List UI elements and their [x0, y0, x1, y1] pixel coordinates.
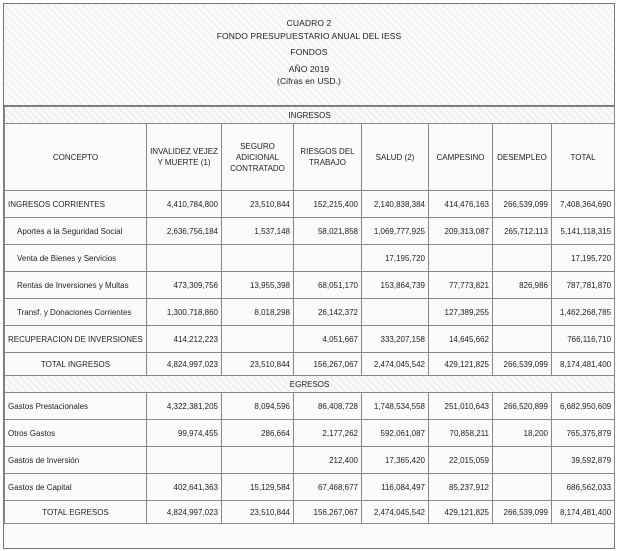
cell-campesino: 77,773,821: [429, 272, 493, 299]
row-concepto: Transf. y Donaciones Corrientes: [5, 299, 147, 326]
col-campesino: CAMPESINO: [429, 124, 493, 191]
row-concepto: RECUPERACION DE INVERSIONES: [5, 326, 147, 353]
cell-riesgos: 212,400: [294, 447, 362, 474]
cell-total: 39,592,879: [552, 447, 615, 474]
cell-salud: 592,061,087: [362, 420, 429, 447]
cell-desempleo: 826,986: [493, 272, 552, 299]
row-concepto: Aportes a la Seguridad Social: [5, 218, 147, 245]
year-label: AÑO 2019: [288, 63, 330, 74]
cell-campesino: 209,313,087: [429, 218, 493, 245]
table-row: [5, 420, 615, 447]
cell-campesino: 14,645,662: [429, 326, 493, 353]
cell-ivm: 1,300,718,860: [147, 299, 222, 326]
units-label: (Cifras en USD.): [277, 76, 341, 86]
cell-seguro: 8,094,596: [222, 393, 294, 420]
cell-ivm: 99,974,455: [147, 420, 222, 447]
col-desempleo: DESEMPLEO: [493, 124, 552, 191]
cell-riesgos: 4,051,667: [294, 326, 362, 353]
cell-total: 7,408,364,690: [552, 191, 615, 218]
table-title: FONDO PRESUPUESTARIO ANUAL DEL IESS: [216, 30, 402, 41]
section-ingresos: [5, 107, 615, 124]
col-concepto: CONCEPTO: [5, 124, 147, 191]
cell-salud: [362, 299, 429, 326]
cell-total: 787,781,870: [552, 272, 615, 299]
cell-seguro: [222, 245, 294, 272]
cell-desempleo: 265,712,113: [493, 218, 552, 245]
cell-seguro: 23,510,844: [222, 353, 294, 376]
cell-campesino: 414,476,163: [429, 191, 493, 218]
cell-total: 8,174,481,400: [552, 501, 615, 524]
cell-total: 17,195,720: [552, 245, 615, 272]
table-row: [5, 299, 615, 326]
cell-ivm: 402,641,363: [147, 474, 222, 501]
cell-campesino: 429,121,825: [429, 353, 493, 376]
budget-table-document: [3, 3, 615, 549]
cell-desempleo: [493, 245, 552, 272]
col-seguro: SEGURO ADICIONAL CONTRATADO: [222, 124, 294, 191]
cell-riesgos: 86,408,728: [294, 393, 362, 420]
table-row: [5, 272, 615, 299]
budget-table: [4, 106, 615, 524]
cell-salud: 2,140,838,384: [362, 191, 429, 218]
cell-seguro: 286,664: [222, 420, 294, 447]
cell-seguro: 1,537,148: [222, 218, 294, 245]
table-row: [5, 447, 615, 474]
cell-riesgos: 152,215,400: [294, 191, 362, 218]
cell-riesgos: 58,021,858: [294, 218, 362, 245]
cell-riesgos: 67,468,677: [294, 474, 362, 501]
table-row: [5, 393, 615, 420]
col-ivm: INVALIDEZ VEJEZ Y MUERTE (1): [147, 124, 222, 191]
col-total: TOTAL: [552, 124, 615, 191]
cell-salud: 2,474,045,542: [362, 353, 429, 376]
cell-total: 5,141,118,315: [552, 218, 615, 245]
cell-campesino: [429, 245, 493, 272]
cell-total: 6,682,950,609: [552, 393, 615, 420]
cell-seguro: 13,955,398: [222, 272, 294, 299]
cell-desempleo: 266,520,899: [493, 393, 552, 420]
table-row: [5, 245, 615, 272]
table-row: [5, 191, 615, 218]
cell-seguro: 15,129,584: [222, 474, 294, 501]
cell-campesino: 251,010,643: [429, 393, 493, 420]
cell-ivm: [147, 447, 222, 474]
cell-desempleo: 266,539,099: [493, 191, 552, 218]
section-ingresos-label: INGRESOS: [5, 107, 615, 124]
cell-desempleo: [493, 447, 552, 474]
cell-seguro: 23,510,844: [222, 191, 294, 218]
table-row: [5, 474, 615, 501]
cell-ivm: [147, 245, 222, 272]
row-concepto: INGRESOS CORRIENTES: [5, 191, 147, 218]
cell-salud: 333,207,158: [362, 326, 429, 353]
cell-riesgos: 68,051,170: [294, 272, 362, 299]
cell-salud: 1,748,534,558: [362, 393, 429, 420]
cell-total: 766,116,710: [552, 326, 615, 353]
cell-ivm: 2,636,756,184: [147, 218, 222, 245]
cell-salud: 1,069,777,925: [362, 218, 429, 245]
cell-desempleo: 18,200: [493, 420, 552, 447]
cell-riesgos: 2,177,262: [294, 420, 362, 447]
cell-campesino: 22,015,059: [429, 447, 493, 474]
row-concepto: Gastos de Capital: [5, 474, 147, 501]
cell-salud: 17,195,720: [362, 245, 429, 272]
row-concepto: TOTAL EGRESOS: [5, 501, 147, 524]
cell-campesino: 127,389,255: [429, 299, 493, 326]
cell-total: 686,562,033: [552, 474, 615, 501]
table-number: CUADRO 2: [286, 18, 332, 28]
total-egresos-row: [5, 501, 615, 524]
cell-salud: 2,474,045,542: [362, 501, 429, 524]
cell-ivm: 414,212,223: [147, 326, 222, 353]
row-concepto: Gastos de Inversión: [5, 447, 147, 474]
cell-ivm: 4,824,997,023: [147, 501, 222, 524]
row-concepto: Otros Gastos: [5, 420, 147, 447]
cell-ivm: 4,410,784,800: [147, 191, 222, 218]
cell-campesino: 85,237,912: [429, 474, 493, 501]
cell-desempleo: [493, 474, 552, 501]
cell-riesgos: 156,267,067: [294, 501, 362, 524]
cell-seguro: [222, 326, 294, 353]
total-ingresos-row: [5, 353, 615, 376]
cell-seguro: 8,018,298: [222, 299, 294, 326]
cell-riesgos: [294, 245, 362, 272]
fondos-label: FONDOS: [290, 47, 328, 57]
cell-total: 1,462,268,785: [552, 299, 615, 326]
section-egresos-label: EGRESOS: [5, 376, 615, 393]
col-riesgos: RIESGOS DEL TRABAJO: [294, 124, 362, 191]
cell-campesino: 429,121,825: [429, 501, 493, 524]
cell-riesgos: 156,267,067: [294, 353, 362, 376]
cell-total: 765,375,879: [552, 420, 615, 447]
row-concepto: Gastos Prestacionales: [5, 393, 147, 420]
table-header: [4, 4, 614, 106]
cell-salud: 17,365,420: [362, 447, 429, 474]
cell-ivm: 4,322,381,205: [147, 393, 222, 420]
cell-desempleo: 266,539,099: [493, 501, 552, 524]
cell-salud: 116,084,497: [362, 474, 429, 501]
cell-desempleo: 266,539,099: [493, 353, 552, 376]
cell-ivm: 473,309,756: [147, 272, 222, 299]
cell-seguro: [222, 447, 294, 474]
section-egresos: [5, 376, 615, 393]
cell-campesino: 70,858,211: [429, 420, 493, 447]
row-concepto: Venta de Bienes y Servicios: [5, 245, 147, 272]
row-concepto: Rentas de Inversiones y Multas: [5, 272, 147, 299]
cell-riesgos: 26,142,372: [294, 299, 362, 326]
column-headers: [5, 124, 615, 191]
cell-desempleo: [493, 326, 552, 353]
col-salud: SALUD (2): [362, 124, 429, 191]
table-row: [5, 218, 615, 245]
row-concepto: TOTAL INGRESOS: [5, 353, 147, 376]
cell-total: 8,174,481,400: [552, 353, 615, 376]
cell-salud: 153,864,739: [362, 272, 429, 299]
cell-ivm: 4,824,997,023: [147, 353, 222, 376]
cell-desempleo: [493, 299, 552, 326]
cell-seguro: 23,510,844: [222, 501, 294, 524]
table-row: [5, 326, 615, 353]
